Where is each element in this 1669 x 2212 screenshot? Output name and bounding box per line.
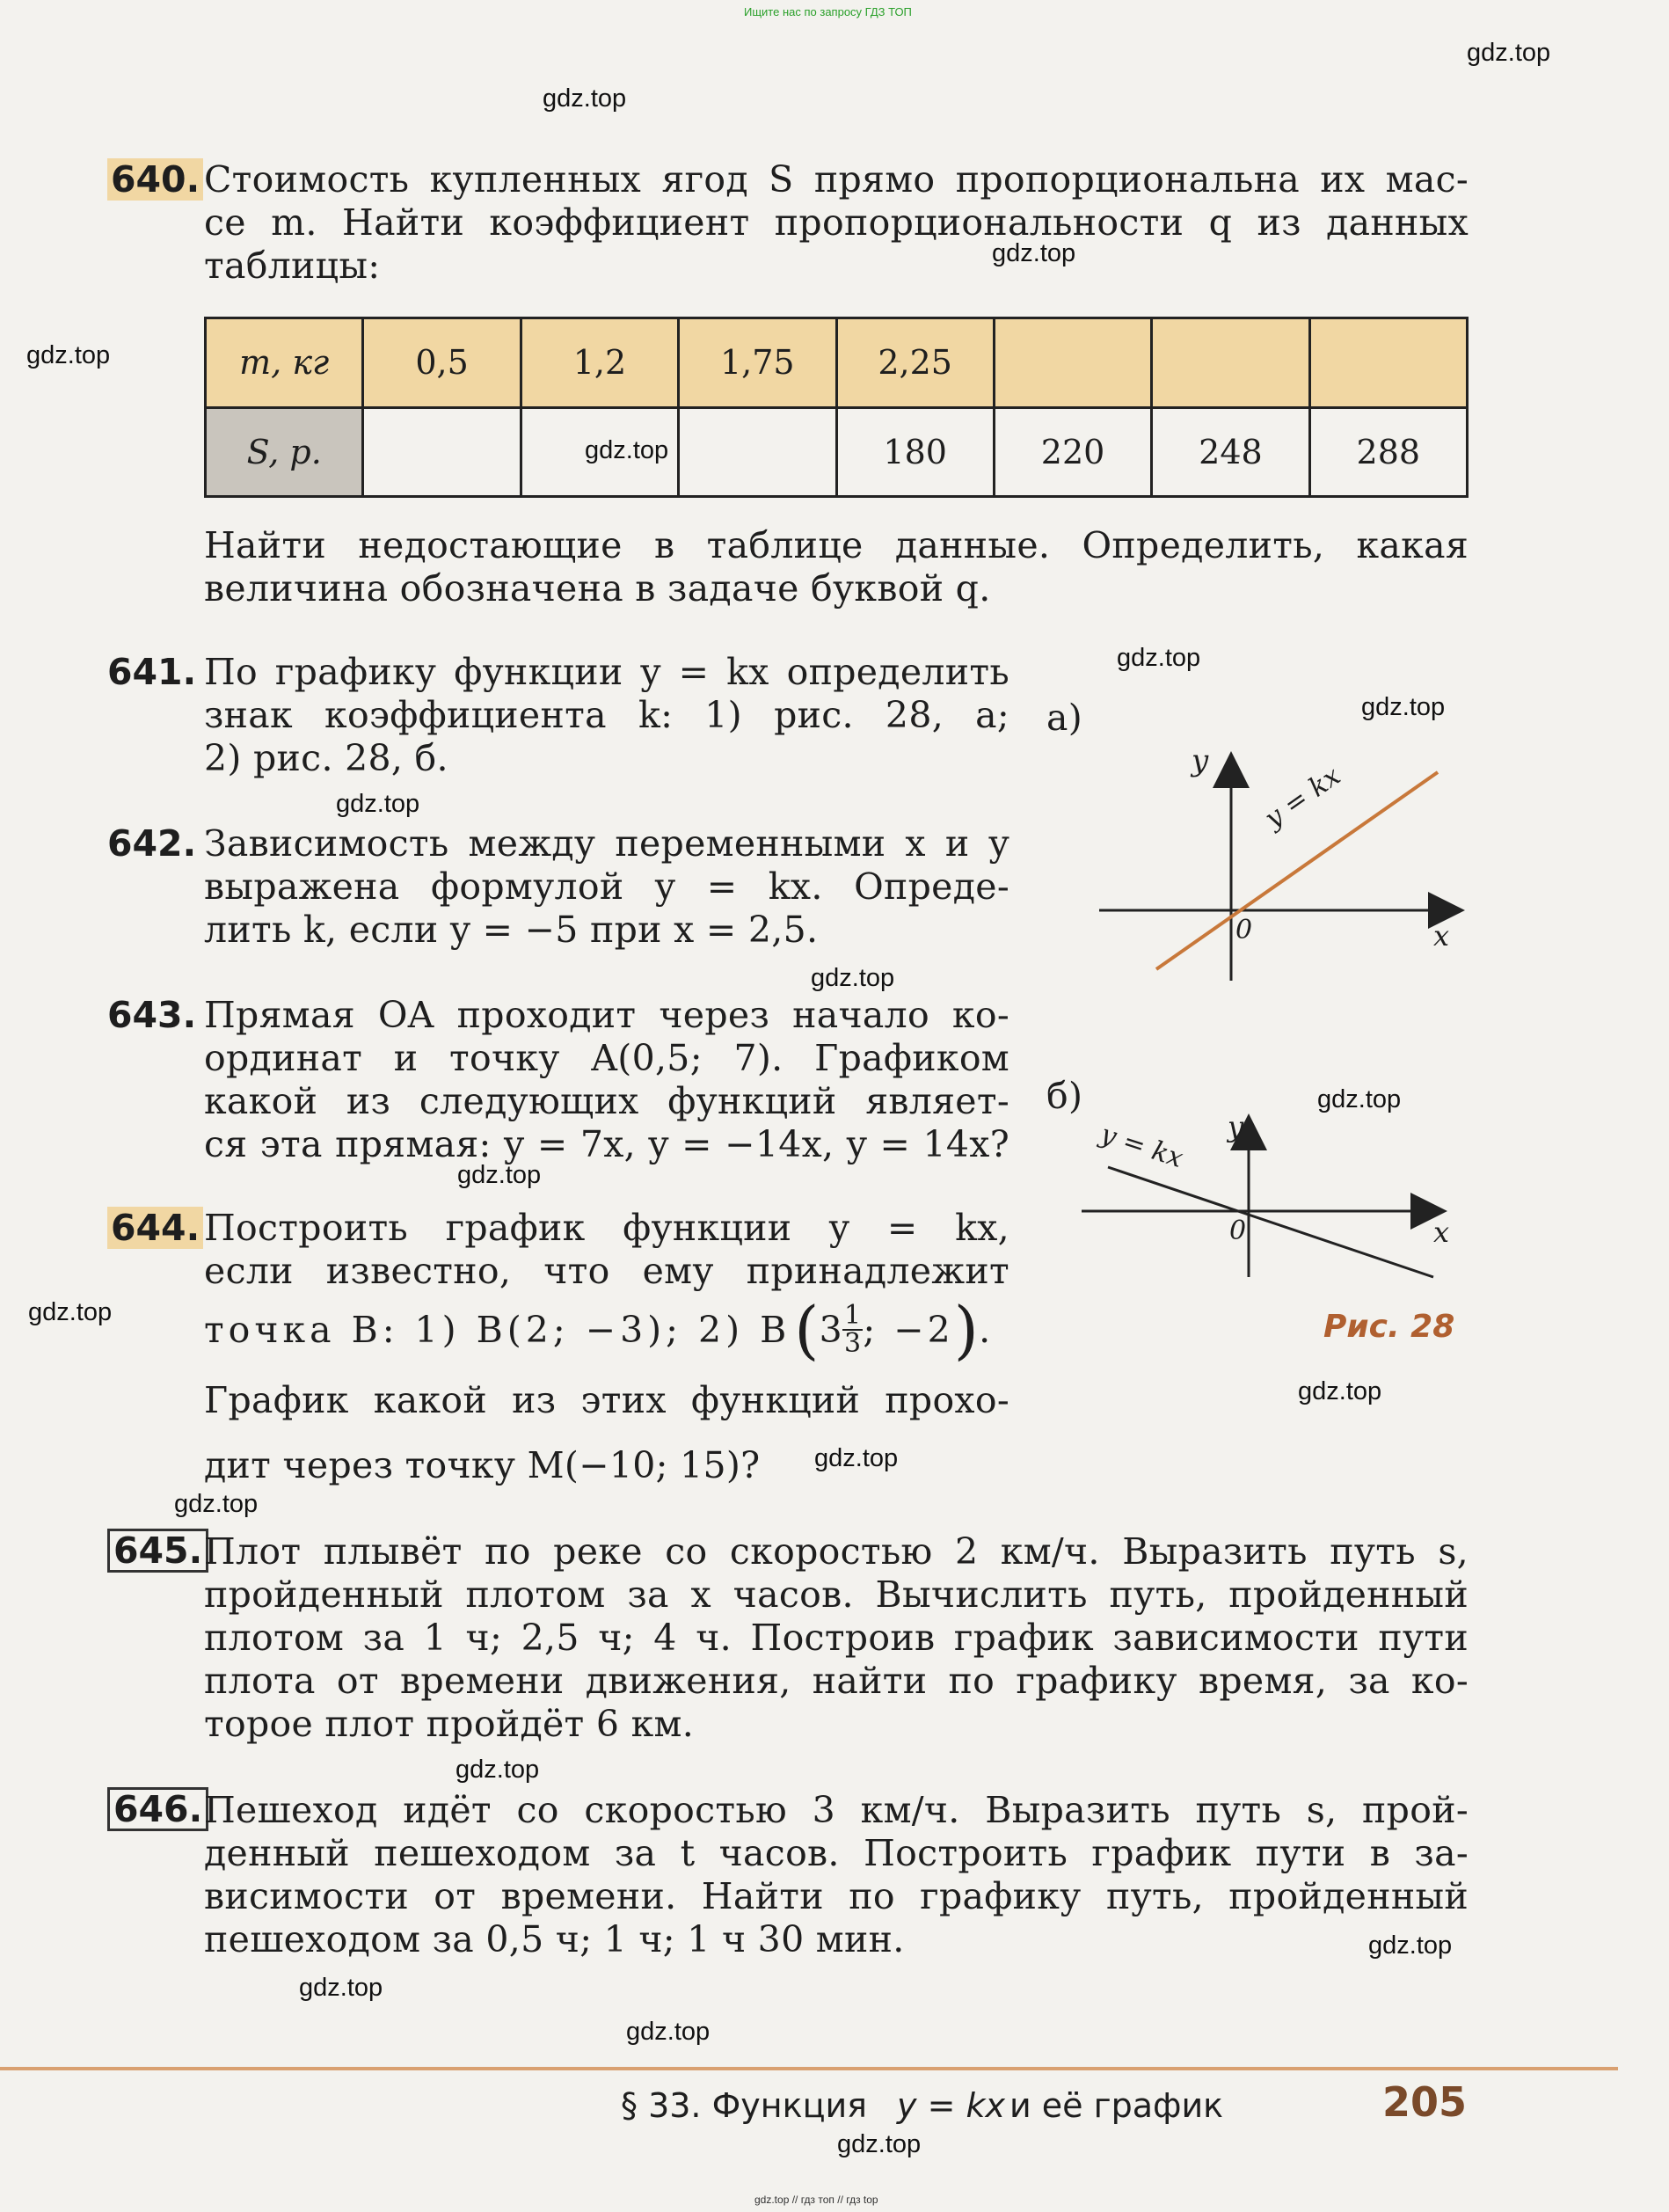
watermark: gdz.top — [585, 436, 669, 464]
table-row — [206, 407, 1468, 497]
text-line: плота от времени движения, найти по графику время, за ко- — [204, 1660, 1469, 1702]
table-cell — [994, 318, 1151, 408]
watermark: gdz.top — [811, 964, 895, 992]
mixed-whole: 3 — [819, 1309, 843, 1351]
origin-label: 0 — [1235, 915, 1253, 945]
paren-left: ( — [794, 1293, 820, 1367]
cell-text: S, р. — [246, 432, 322, 471]
table-cell: 1,75 — [679, 318, 836, 408]
text-line: Построить график функции y = kx, — [204, 1207, 1009, 1249]
problem-646-text — [204, 1789, 1469, 1965]
text-line: Пешеход идёт со скоростью 3 км/ч. Выразить путь s, прой- — [204, 1789, 1469, 1831]
problem-642-text — [204, 822, 1009, 954]
top-notice: Ищите нас по запросу ГДЗ ТОП — [744, 5, 912, 18]
text-line: Зависимость между переменными x и y — [204, 822, 1009, 865]
footer-rule — [0, 2067, 1618, 2070]
watermark: gdz.top — [457, 1161, 542, 1189]
bottom-notice: gdz.top // гдз топ // гдз top — [754, 2194, 878, 2206]
text-line: ся эта прямая: y = 7x, y = −14x, y = 14x? — [204, 1123, 1009, 1165]
watermark: gdz.top — [1368, 1931, 1453, 1960]
text-line: пешеходом за 0,5 ч; 1 ч; 1 ч 30 мин. — [204, 1918, 905, 1960]
problem-number-645: 645. — [107, 1529, 208, 1573]
text-line: се m. Найти коэффициент пропорциональности q из данных — [204, 201, 1469, 244]
watermark: gdz.top — [456, 1756, 540, 1784]
table-cell — [363, 407, 521, 497]
text-line: величина обозначена в задаче буквой q. — [204, 567, 991, 610]
mass-cost-table — [204, 317, 1469, 498]
table-cell — [1309, 318, 1467, 408]
text-line: График какой из этих функций прохо- — [204, 1379, 1009, 1421]
text-line: плотом за 1 ч; 2,5 ч; 4 ч. Построив график зависимости пути — [204, 1617, 1469, 1659]
table-cell — [521, 407, 678, 497]
watermark: gdz.top — [1467, 39, 1551, 67]
line-label: y = kx — [1259, 760, 1346, 835]
table-cell — [679, 407, 836, 497]
axis-label-x: x — [1433, 1216, 1450, 1249]
problem-641-text — [204, 651, 1009, 783]
text-line: торое плот пройдёт 6 км. — [204, 1703, 695, 1745]
watermark: gdz.top — [626, 2018, 711, 2046]
watermark: gdz.top — [1298, 1377, 1382, 1405]
figure-label-a: а) — [1046, 697, 1083, 739]
text-line: Плот плывёт по реке со скоростью 2 км/ч. Выразить путь s, — [204, 1530, 1469, 1573]
problem-number-642: 642. — [107, 822, 197, 865]
problem-number-646: 646. — [107, 1787, 208, 1831]
table-cell: 248 — [1152, 407, 1309, 497]
table-header-cell — [206, 318, 363, 408]
text-line: 2) рис. 28, б. — [204, 737, 448, 779]
figure-caption: Рис. 28 — [1323, 1309, 1455, 1345]
table-row — [206, 318, 1468, 408]
graph-a — [1099, 739, 1486, 985]
problem-number-640: 640. — [107, 158, 203, 201]
table-cell: 0,5 — [363, 318, 521, 408]
watermark: gdz.top — [543, 84, 627, 113]
text-line: ординат и точку A(0,5; 7). Графиком — [204, 1037, 1009, 1079]
figure-label-b: б) — [1046, 1075, 1083, 1117]
text-line: если известно, что ему принадлежит — [204, 1250, 1009, 1292]
watermark: gdz.top — [299, 1974, 383, 2002]
origin-label: 0 — [1229, 1216, 1247, 1246]
table-cell: 2,25 — [836, 318, 994, 408]
fraction-numerator: 1 — [844, 1300, 862, 1331]
page-number: 205 — [1382, 2078, 1468, 2126]
table-cell: 1,2 — [521, 318, 678, 408]
watermark: gdz.top — [174, 1490, 259, 1518]
problem-640-text — [204, 158, 1469, 290]
text-line: ; −2 — [863, 1309, 954, 1351]
text-line: пройденный плотом за x часов. Вычислить путь, пройденный — [204, 1573, 1469, 1616]
watermark: gdz.top — [336, 790, 420, 818]
watermark: gdz.top — [28, 1298, 113, 1326]
axis-label-y: y — [1192, 743, 1209, 778]
text-line: какой из следующих функций являет- — [204, 1080, 1009, 1122]
text-line: Стоимость купленных ягод S прямо пропорциональна их мас- — [204, 158, 1469, 201]
text-line: таблицы: — [204, 245, 381, 287]
watermark: gdz.top — [837, 2130, 922, 2158]
point-line: точка B: 1) B(2; −3); 2) B ( 3 $\frac{1}{3}$ ; −2 ) . — [204, 1293, 991, 1367]
problem-644-text — [204, 1207, 1009, 1488]
text-line: По графику функции y = kx определить — [204, 651, 1009, 693]
paren-right: ) — [953, 1293, 980, 1367]
problem-number-643: 643. — [107, 994, 197, 1036]
text-line: лить k, если y = −5 при x = 2,5. — [204, 909, 819, 951]
problem-640-text-after — [204, 524, 1469, 612]
text-line: висимости от времени. Найти по графику путь, пройденный — [204, 1875, 1469, 1917]
watermark: gdz.top — [1361, 693, 1446, 721]
function-line — [1108, 1167, 1433, 1277]
problem-643-text — [204, 994, 1009, 1170]
text-line: Прямая OA проходит через начало ко- — [204, 994, 1009, 1036]
problem-number-644: 644. — [107, 1207, 203, 1249]
text-line: знак коэффициента k: 1) рис. 28, а; — [204, 694, 1009, 736]
watermark: gdz.top — [1317, 1085, 1402, 1113]
table-header-cell — [206, 407, 363, 497]
axis-label-y: y — [1228, 1110, 1244, 1143]
watermark: gdz.top — [992, 239, 1076, 267]
text-line: дит через точку M(−10; 15)? — [204, 1444, 761, 1486]
table-cell — [1152, 318, 1309, 408]
table-cell: 180 — [836, 407, 994, 497]
footer-title: и её график — [1009, 2086, 1224, 2125]
table-cell: 288 — [1309, 407, 1467, 497]
text-line: Найти недостающие в таблице данные. Определить, какая — [204, 524, 1469, 566]
footer-formula: y = kx — [897, 2086, 1005, 2125]
watermark: gdz.top — [1117, 644, 1201, 672]
watermark: gdz.top — [26, 341, 111, 369]
watermark: gdz.top — [814, 1444, 899, 1472]
text-line: точка B: 1) B(2; −3); 2) B — [204, 1309, 791, 1351]
problem-number-641: 641. — [107, 651, 197, 693]
fraction-denominator: 3 — [844, 1328, 862, 1359]
line-label: y = kx — [1097, 1119, 1187, 1175]
text-line: денный пешеходом за t часов. Построить график пути в за- — [204, 1832, 1469, 1874]
cell-text: m, кг — [239, 343, 330, 383]
axis-label-x: x — [1433, 919, 1450, 953]
table-cell: 220 — [994, 407, 1151, 497]
text-line: выражена формулой y = kx. Опреде- — [204, 865, 1009, 908]
footer-section: § 33. Функция — [621, 2086, 868, 2125]
problem-645-text — [204, 1530, 1469, 1750]
fraction — [842, 1300, 863, 1359]
